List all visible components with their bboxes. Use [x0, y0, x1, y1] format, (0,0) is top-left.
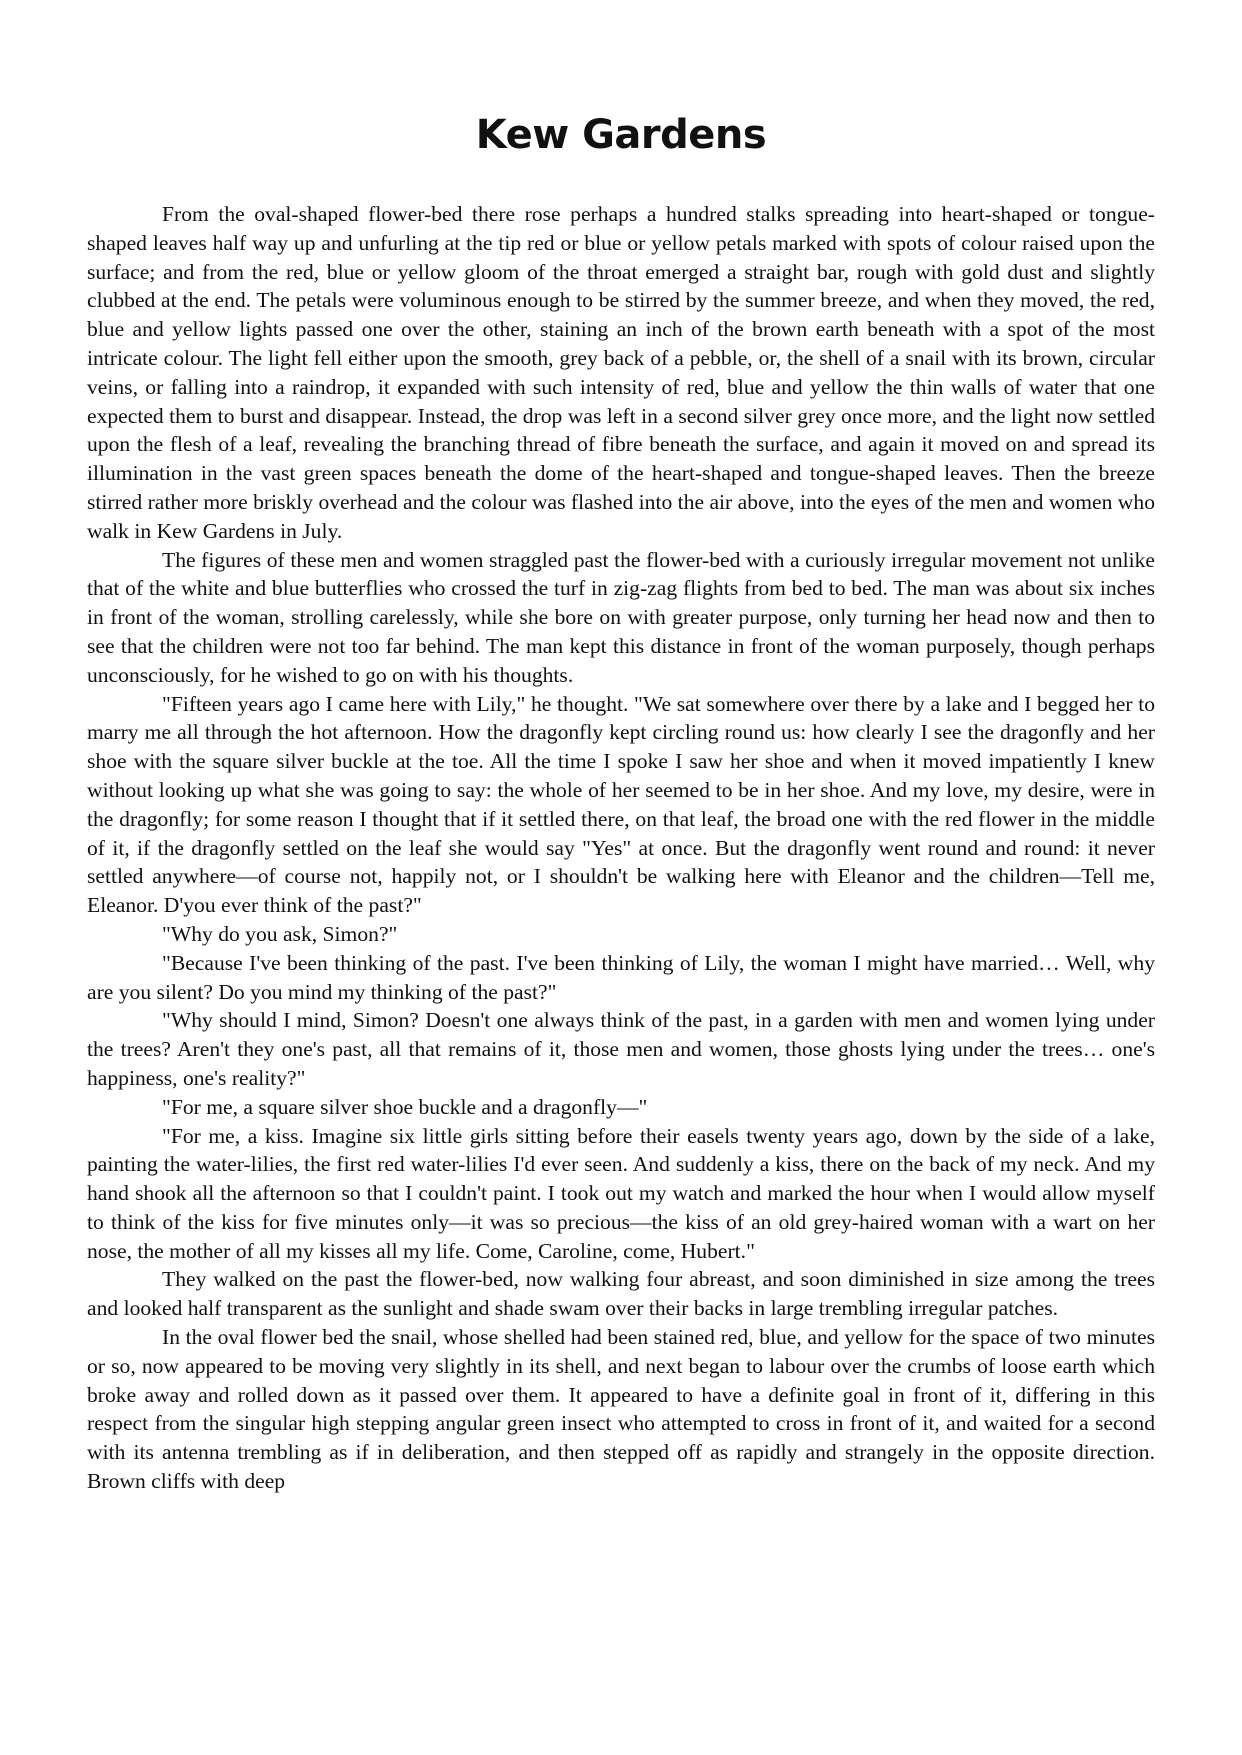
paragraph: "For me, a square silver shoe buckle and a dragonfly—"	[162, 1094, 648, 1119]
paragraph: "Because I've been thinking of the past. I've been thinking of Lily, the woman I might have married… Well, why are you silent? Do you mind my thinking of the past?"	[87, 950, 1155, 1004]
paragraph: From the oval-shaped flower-bed there rose perhaps a hundred stalks spreading into heart-shaped or tongue-shaped leaves half way up and unfurling at the tip red or blue or yellow petals marked with spots of colour raised upon the surface; and from the red, blue or yellow gloom of the throat emerged a straight bar, rough with gold dust and slightly clubbed at the end. The petals were voluminous enough to be stirred by the summer breeze, and when they moved, the red, blue and yellow lights passed one over the other, staining an inch of the brown earth beneath with a spot of the most intricate colour. The light fell either upon the smooth, grey back of a pebble, or, the shell of a snail with its brown, circular veins, or falling into a raindrop, it expanded with such intensity of red, blue and yellow the thin walls of water that one expected them to burst and disappear. Instead, the drop was left in a second silver grey once more, and the light now settled upon the flesh of a leaf, revealing the branching thread of fibre beneath the surface, and again it moved on and spread its illumination in the vast green spaces beneath the dome of the heart-shaped and tongue-shaped leaves. Then the breeze stirred rather more briskly overhead and the colour was flashed into the air above, into the eyes of the men and women who walk in Kew Gardens in July.	[87, 202, 1155, 543]
document-body	[87, 200, 1155, 1496]
paragraph: "Why should I mind, Simon? Doesn't one always think of the past, in a garden with men and women lying under the trees? Aren't they one's past, all that remains of it, those men and women, those ghosts lying under the trees… one's happiness, one's reality?"	[87, 1008, 1155, 1090]
paragraph: The figures of these men and women straggled past the flower-bed with a curiously irregular movement not unlike that of the white and blue butterflies who crossed the turf in zig-zag flights from bed to bed. The man was about six inches in front of the woman, strolling carelessly, while she bore on with greater purpose, only turning her head now and then to see that the children were not too far behind. The man kept this distance in front of the woman purposely, though perhaps unconsciously, for he wished to go on with his thoughts.	[87, 547, 1155, 687]
paragraph: In the oval flower bed the snail, whose shelled had been stained red, blue, and yellow for the space of two minutes or so, now appeared to be moving very slightly in its shell, and next began to labour over the crumbs of loose earth which broke away and rolled down as it passed over them. It appeared to have a definite goal in front of it, differing in this respect from the singular high stepping angular green insect who attempted to cross in front of it, and waited for a second with its antenna trembling as if in deliberation, and then stepped off as rapidly and strangely in the opposite direction. Brown cliffs with deep	[87, 1325, 1155, 1494]
paragraph: "For me, a kiss. Imagine six little girls sitting before their easels twenty years ago, down by the side of a lake, painting the water-lilies, the first red water-lilies I'd ever seen. And suddenly a kiss, there on the back of my neck. And my hand shook all the afternoon so that I couldn't paint. I took out my watch and marked the hour when I would allow myself to think of the kiss for five minutes only—it was so precious—the kiss of an old grey-haired woman with a wart on her nose, the mother of all my kisses all my life. Come, Caroline, come, Hubert."	[87, 1123, 1155, 1263]
paragraph: "Why do you ask, Simon?"	[162, 921, 398, 946]
document-title: Kew Gardens	[475, 112, 767, 158]
paragraph: "Fifteen years ago I came here with Lily," he thought. "We sat somewhere over there by a lake and I begged her to marry me all through the hot afternoon. How the dragonfly kept circling round us: how clearly I see the dragonfly and her shoe with the square silver buckle at the toe. All the time I spoke I saw her shoe and when it moved impatiently I knew without looking up what she was going to say: the whole of her seemed to be in her shoe. And my love, my desire, were in the dragonfly; for some reason I thought that if it settled there, on that leaf, the broad one with the red flower in the middle of it, if the dragonfly settled on the leaf she would say "Yes" at once. But the dragonfly went round and round: it never settled anywhere—of course not, happily not, or I shouldn't be walking here with Eleanor and the children—Tell me, Eleanor. D'you ever think of the past?"	[87, 691, 1155, 918]
paragraph: They walked on the past the flower-bed, now walking four abreast, and soon diminished in size among the trees and looked half transparent as the sunlight and shade swam over their backs in large trembling irregular patches.	[87, 1267, 1155, 1321]
